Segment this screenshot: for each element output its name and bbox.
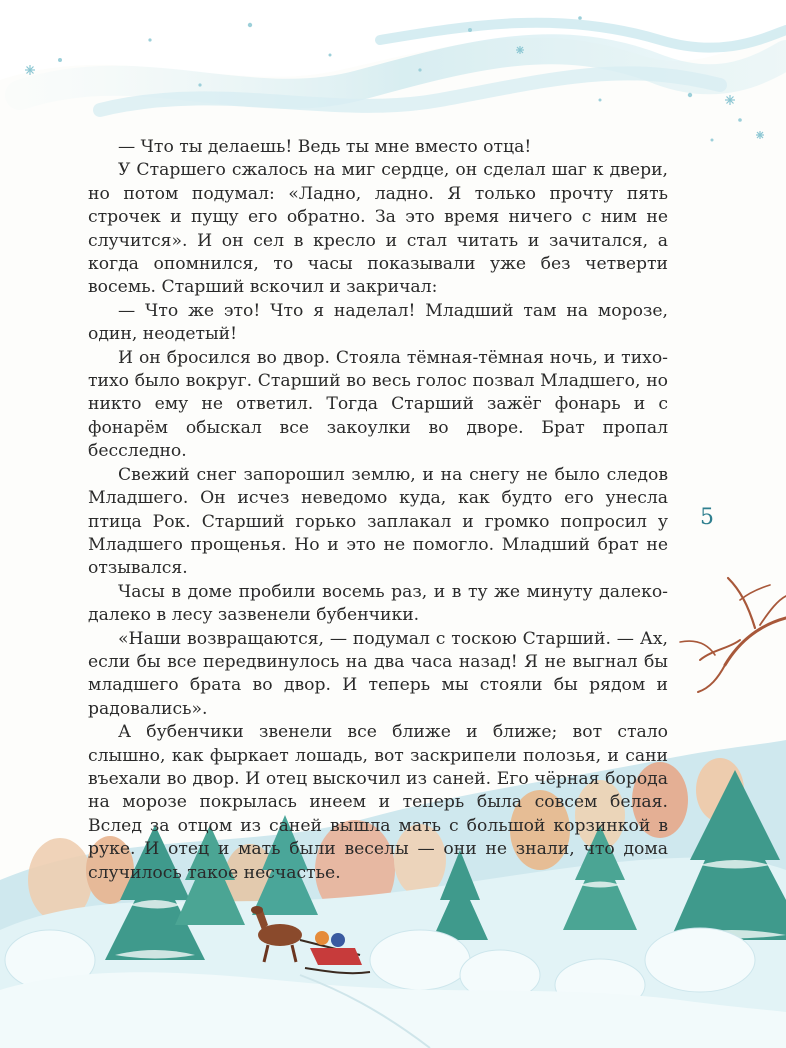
paragraph: — Что же это! Что я наделал! Младший там на морозе, один, неодетый! xyxy=(88,300,668,345)
paragraph: — Что ты делаешь! Ведь ты мне вместо отца! xyxy=(118,137,532,157)
frost-swirl-decoration xyxy=(0,0,786,150)
paragraph: Свежий снег запорошил землю, и на снегу не было следов Младшего. Он исчез неведомо куда, как будто его унесла птица Рок. Старший горько заплакал и громко попросил у Младшего прощенья. Но и это не помогло. Младший брат не отзывался. xyxy=(88,464,668,579)
paragraph: У Старшего сжалось на миг сердце, он сделал шаг к двери, но потом подумал: «Ладно, ладно. Я только прочту пять строчек и пущу его обратно. За это время ничего с ним не случится». И он сел в кресло и стал читать и зачитался, а когда опомнился, то часы показывали уже без четверти восемь. Старший вскочил и закричал: xyxy=(88,160,668,298)
story-text xyxy=(88,136,668,885)
page-number: 5 xyxy=(700,505,714,530)
paragraph: Часы в доме пробили восемь раз, и в ту же минуту далеко-далеко в лесу зазвенели бубенчики. xyxy=(88,581,668,626)
paragraph: А бубенчики звенели все ближе и ближе; вот стало слышно, как фыркает лошадь, вот заскрипели полозья, и сани въехали во двор. И отец выскочил из саней. Его чёрная борода на морозе покрылась инеем и теперь была совсем белая. Вслед за отцом из саней вышла мать с большой корзинкой в руке. И отец и мать были веселы — они не знали, что дома случилось такое несчастье. xyxy=(88,722,668,883)
paragraph: «Наши возвращаются, — подумал с тоскою Старший. — Ах, если бы все передвинулось на два часа назад! Я не выгнал бы младшего брата во двор. И теперь мы стояли бы рядом и радовались». xyxy=(88,628,668,719)
bare-branch-icon xyxy=(680,578,786,692)
paragraph: И он бросился во двор. Стояла тёмная-тёмная ночь, и тихо-тихо было вокруг. Старший во весь голос позвал Младшего, но никто ему не ответил. Тогда Старший зажёг фонарь и с фонарём обыскал все закоулки во дворе. Брат пропал бесследно. xyxy=(88,347,668,462)
